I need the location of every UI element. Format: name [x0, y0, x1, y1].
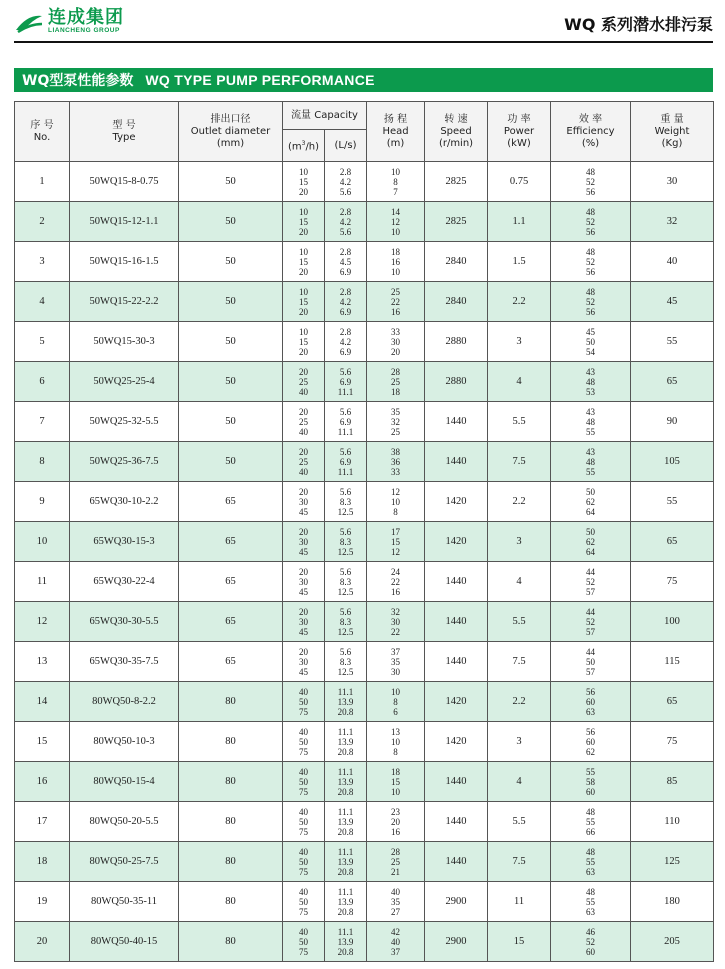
cell-outlet: 50 — [179, 282, 283, 322]
cell-head: 14 12 10 — [367, 202, 425, 242]
cell-head: 38 36 33 — [367, 442, 425, 482]
cell-weight: 75 — [631, 722, 714, 762]
page-header — [0, 0, 725, 42]
cell-type: 65WQ30-15-3 — [70, 522, 179, 562]
cell-head: 35 32 25 — [367, 402, 425, 442]
cell-type: 50WQ15-22-2.2 — [70, 282, 179, 322]
cell-flow-m3h: 40 50 75 — [283, 802, 325, 842]
logo-english-name: LIANCHENG GROUP — [48, 27, 120, 34]
cell-power: 2.2 — [488, 282, 551, 322]
cell-efficiency: 56 60 62 — [551, 722, 631, 762]
cell-weight: 205 — [631, 922, 714, 962]
cell-head: 10 8 6 — [367, 682, 425, 722]
cell-speed: 1440 — [425, 442, 488, 482]
cell-head: 33 30 20 — [367, 322, 425, 362]
cell-type: 80WQ50-20-5.5 — [70, 802, 179, 842]
cell-flow-m3h: 40 50 75 — [283, 882, 325, 922]
cell-efficiency: 48 55 63 — [551, 882, 631, 922]
cell-head: 17 15 12 — [367, 522, 425, 562]
cell-speed: 2900 — [425, 882, 488, 922]
cell-head: 24 22 16 — [367, 562, 425, 602]
cell-flow-m3h: 40 50 75 — [283, 722, 325, 762]
cell-outlet: 65 — [179, 602, 283, 642]
table-row — [15, 242, 714, 282]
cell-power: 3 — [488, 322, 551, 362]
cell-type: 80WQ50-25-7.5 — [70, 842, 179, 882]
table-row — [15, 802, 714, 842]
cell-outlet: 80 — [179, 922, 283, 962]
cell-speed: 2840 — [425, 282, 488, 322]
cell-flow-m3h: 40 50 75 — [283, 922, 325, 962]
section-banner — [14, 68, 713, 92]
cell-efficiency: 43 48 55 — [551, 402, 631, 442]
cell-flow-ls: 2.8 4.2 6.9 — [325, 282, 367, 322]
cell-weight: 90 — [631, 402, 714, 442]
cell-weight: 105 — [631, 442, 714, 482]
cell-power: 7.5 — [488, 442, 551, 482]
cell-type: 50WQ15-30-3 — [70, 322, 179, 362]
cell-weight: 55 — [631, 482, 714, 522]
cell-outlet: 80 — [179, 762, 283, 802]
cell-type: 80WQ50-8-2.2 — [70, 682, 179, 722]
cell-head: 10 8 7 — [367, 162, 425, 202]
table-row — [15, 762, 714, 802]
cell-type: 65WQ30-35-7.5 — [70, 642, 179, 682]
cell-outlet: 50 — [179, 362, 283, 402]
table-row — [15, 562, 714, 602]
cell-flow-m3h: 10 15 20 — [283, 202, 325, 242]
cell-head: 18 16 10 — [367, 242, 425, 282]
cell-outlet: 65 — [179, 562, 283, 602]
cell-no: 3 — [15, 242, 70, 282]
cell-outlet: 65 — [179, 522, 283, 562]
cell-no: 19 — [15, 882, 70, 922]
table-row — [15, 682, 714, 722]
cell-flow-ls: 11.1 13.9 20.8 — [325, 682, 367, 722]
cell-outlet: 80 — [179, 722, 283, 762]
cell-head: 18 15 10 — [367, 762, 425, 802]
cell-efficiency: 45 50 54 — [551, 322, 631, 362]
cell-weight: 32 — [631, 202, 714, 242]
cell-no: 20 — [15, 922, 70, 962]
cell-type: 80WQ50-35-11 — [70, 882, 179, 922]
cell-head: 37 35 30 — [367, 642, 425, 682]
cell-type: 50WQ25-36-7.5 — [70, 442, 179, 482]
cell-flow-m3h: 20 25 40 — [283, 362, 325, 402]
col-header-flow-ls: (L/s) — [325, 130, 367, 162]
cell-power: 2.2 — [488, 482, 551, 522]
page-title: WQ 系列潜水排污泵 — [564, 15, 713, 34]
cell-speed: 2840 — [425, 242, 488, 282]
cell-weight: 180 — [631, 882, 714, 922]
cell-outlet: 80 — [179, 682, 283, 722]
cell-flow-m3h: 20 30 45 — [283, 602, 325, 642]
cell-no: 4 — [15, 282, 70, 322]
logo-mark-icon — [14, 10, 44, 34]
cell-speed: 1420 — [425, 482, 488, 522]
cell-efficiency: 48 55 66 — [551, 802, 631, 842]
cell-flow-ls: 11.1 13.9 20.8 — [325, 762, 367, 802]
cell-no: 2 — [15, 202, 70, 242]
cell-no: 7 — [15, 402, 70, 442]
cell-flow-ls: 11.1 13.9 20.8 — [325, 722, 367, 762]
cell-flow-ls: 5.6 8.3 12.5 — [325, 602, 367, 642]
cell-flow-m3h: 10 15 20 — [283, 322, 325, 362]
cell-flow-m3h: 40 50 75 — [283, 762, 325, 802]
cell-no: 8 — [15, 442, 70, 482]
cell-speed: 1440 — [425, 602, 488, 642]
cell-no: 1 — [15, 162, 70, 202]
cell-no: 9 — [15, 482, 70, 522]
cell-weight: 65 — [631, 522, 714, 562]
cell-head: 28 25 18 — [367, 362, 425, 402]
cell-outlet: 80 — [179, 882, 283, 922]
cell-type: 65WQ30-22-4 — [70, 562, 179, 602]
cell-flow-ls: 11.1 13.9 20.8 — [325, 882, 367, 922]
cell-flow-m3h: 20 25 40 — [283, 442, 325, 482]
cell-flow-ls: 5.6 8.3 12.5 — [325, 642, 367, 682]
cell-efficiency: 44 52 57 — [551, 602, 631, 642]
cell-weight: 85 — [631, 762, 714, 802]
cell-flow-m3h: 20 30 45 — [283, 482, 325, 522]
cell-no: 10 — [15, 522, 70, 562]
cell-flow-m3h: 10 15 20 — [283, 282, 325, 322]
cell-outlet: 50 — [179, 442, 283, 482]
table-row — [15, 482, 714, 522]
cell-outlet: 50 — [179, 162, 283, 202]
cell-flow-ls: 2.8 4.2 5.6 — [325, 162, 367, 202]
cell-head: 13 10 8 — [367, 722, 425, 762]
cell-power: 15 — [488, 922, 551, 962]
col-header-head: 扬 程 Head (m) — [367, 102, 425, 162]
cell-power: 2.2 — [488, 682, 551, 722]
cell-no: 5 — [15, 322, 70, 362]
table-row — [15, 162, 714, 202]
cell-flow-ls: 5.6 8.3 12.5 — [325, 522, 367, 562]
cell-efficiency: 43 48 55 — [551, 442, 631, 482]
cell-type: 50WQ15-8-0.75 — [70, 162, 179, 202]
cell-outlet: 80 — [179, 802, 283, 842]
cell-no: 16 — [15, 762, 70, 802]
table-row — [15, 362, 714, 402]
cell-weight: 65 — [631, 362, 714, 402]
cell-efficiency: 48 55 63 — [551, 842, 631, 882]
cell-no: 13 — [15, 642, 70, 682]
table-row — [15, 322, 714, 362]
cell-outlet: 50 — [179, 242, 283, 282]
cell-efficiency: 48 52 56 — [551, 162, 631, 202]
cell-speed: 2825 — [425, 162, 488, 202]
cell-head: 28 25 21 — [367, 842, 425, 882]
cell-power: 1.1 — [488, 202, 551, 242]
cell-efficiency: 43 48 53 — [551, 362, 631, 402]
col-header-power: 功 率 Power (kW) — [488, 102, 551, 162]
logo-chinese-name: 连成集团 — [48, 7, 124, 28]
cell-weight: 45 — [631, 282, 714, 322]
cell-speed: 1420 — [425, 682, 488, 722]
cell-efficiency: 50 62 64 — [551, 522, 631, 562]
cell-flow-m3h: 20 30 45 — [283, 522, 325, 562]
cell-flow-ls: 5.6 8.3 12.5 — [325, 482, 367, 522]
cell-no: 17 — [15, 802, 70, 842]
cell-flow-ls: 11.1 13.9 20.8 — [325, 802, 367, 842]
performance-table — [14, 101, 714, 962]
cell-speed: 1440 — [425, 762, 488, 802]
cell-head: 42 40 37 — [367, 922, 425, 962]
cell-efficiency: 50 62 64 — [551, 482, 631, 522]
banner-title-cn: WQ型泵性能参数 — [22, 73, 134, 89]
col-header-capacity: 流量 Capacity — [283, 102, 367, 130]
cell-type: 50WQ25-32-5.5 — [70, 402, 179, 442]
table-row — [15, 442, 714, 482]
table-row — [15, 522, 714, 562]
cell-flow-m3h: 10 15 20 — [283, 162, 325, 202]
cell-flow-ls: 5.6 8.3 12.5 — [325, 562, 367, 602]
cell-weight: 110 — [631, 802, 714, 842]
cell-weight: 55 — [631, 322, 714, 362]
cell-no: 14 — [15, 682, 70, 722]
cell-speed: 1440 — [425, 842, 488, 882]
cell-flow-m3h: 40 50 75 — [283, 842, 325, 882]
cell-speed: 1420 — [425, 522, 488, 562]
cell-flow-ls: 5.6 6.9 11.1 — [325, 362, 367, 402]
cell-power: 7.5 — [488, 842, 551, 882]
cell-flow-m3h: 20 30 45 — [283, 562, 325, 602]
cell-efficiency: 55 58 60 — [551, 762, 631, 802]
table-row — [15, 722, 714, 762]
cell-efficiency: 48 52 56 — [551, 282, 631, 322]
col-header-weight: 重 量 Weight (Kg) — [631, 102, 714, 162]
cell-efficiency: 56 60 63 — [551, 682, 631, 722]
cell-power: 1.5 — [488, 242, 551, 282]
col-header-no: 序 号 No. — [15, 102, 70, 162]
cell-weight: 115 — [631, 642, 714, 682]
cell-flow-ls: 2.8 4.2 6.9 — [325, 322, 367, 362]
header-divider — [14, 41, 713, 43]
col-header-outlet: 排出口径 Outlet diameter (mm) — [179, 102, 283, 162]
company-logo — [14, 9, 124, 35]
table-row — [15, 282, 714, 322]
col-header-flow-m3h: $(m^3/h)$ — [283, 130, 325, 162]
cell-speed: 1440 — [425, 642, 488, 682]
cell-weight: 30 — [631, 162, 714, 202]
table-row — [15, 842, 714, 882]
cell-flow-m3h: 20 30 45 — [283, 642, 325, 682]
cell-flow-ls: 2.8 4.2 5.6 — [325, 202, 367, 242]
cell-no: 11 — [15, 562, 70, 602]
cell-outlet: 50 — [179, 202, 283, 242]
col-header-efficiency: 效 率 Efficiency (%) — [551, 102, 631, 162]
cell-type: 80WQ50-10-3 — [70, 722, 179, 762]
cell-speed: 2880 — [425, 322, 488, 362]
table-row — [15, 882, 714, 922]
cell-speed: 1440 — [425, 402, 488, 442]
cell-type: 65WQ30-10-2.2 — [70, 482, 179, 522]
cell-power: 4 — [488, 762, 551, 802]
cell-power: 3 — [488, 722, 551, 762]
table-row — [15, 402, 714, 442]
cell-outlet: 65 — [179, 482, 283, 522]
cell-outlet: 50 — [179, 402, 283, 442]
cell-speed: 2900 — [425, 922, 488, 962]
cell-speed: 2825 — [425, 202, 488, 242]
table-row — [15, 602, 714, 642]
cell-no: 15 — [15, 722, 70, 762]
cell-type: 65WQ30-30-5.5 — [70, 602, 179, 642]
cell-head: 25 22 16 — [367, 282, 425, 322]
cell-power: 4 — [488, 562, 551, 602]
cell-flow-ls: 5.6 6.9 11.1 — [325, 402, 367, 442]
cell-type: 50WQ25-25-4 — [70, 362, 179, 402]
cell-efficiency: 46 52 60 — [551, 922, 631, 962]
cell-weight: 100 — [631, 602, 714, 642]
cell-power: 5.5 — [488, 602, 551, 642]
cell-weight: 125 — [631, 842, 714, 882]
col-header-speed: 转 速 Speed (r/min) — [425, 102, 488, 162]
cell-efficiency: 44 50 57 — [551, 642, 631, 682]
cell-flow-ls: 11.1 13.9 20.8 — [325, 922, 367, 962]
cell-outlet: 65 — [179, 642, 283, 682]
cell-power: 7.5 — [488, 642, 551, 682]
table-row — [15, 202, 714, 242]
cell-head: 32 30 22 — [367, 602, 425, 642]
cell-flow-m3h: 40 50 75 — [283, 682, 325, 722]
cell-efficiency: 48 52 56 — [551, 202, 631, 242]
cell-type: 50WQ15-16-1.5 — [70, 242, 179, 282]
cell-power: 5.5 — [488, 802, 551, 842]
cell-speed: 2880 — [425, 362, 488, 402]
cell-power: 5.5 — [488, 402, 551, 442]
cell-type: 80WQ50-15-4 — [70, 762, 179, 802]
cell-flow-m3h: 10 15 20 — [283, 242, 325, 282]
cell-head: 23 20 16 — [367, 802, 425, 842]
cell-type: 80WQ50-40-15 — [70, 922, 179, 962]
cell-outlet: 50 — [179, 322, 283, 362]
cell-type: 50WQ15-12-1.1 — [70, 202, 179, 242]
cell-weight: 65 — [631, 682, 714, 722]
cell-speed: 1420 — [425, 722, 488, 762]
cell-power: 3 — [488, 522, 551, 562]
cell-weight: 40 — [631, 242, 714, 282]
table-row — [15, 922, 714, 962]
banner-title-en: WQ TYPE PUMP PERFORMANCE — [145, 72, 375, 88]
cell-flow-ls: 5.6 6.9 11.1 — [325, 442, 367, 482]
cell-head: 12 10 8 — [367, 482, 425, 522]
cell-efficiency: 48 52 56 — [551, 242, 631, 282]
table-row — [15, 642, 714, 682]
cell-speed: 1440 — [425, 802, 488, 842]
cell-no: 12 — [15, 602, 70, 642]
cell-flow-ls: 11.1 13.9 20.8 — [325, 842, 367, 882]
cell-no: 6 — [15, 362, 70, 402]
cell-outlet: 80 — [179, 842, 283, 882]
cell-weight: 75 — [631, 562, 714, 602]
cell-flow-ls: 2.8 4.5 6.9 — [325, 242, 367, 282]
cell-power: 11 — [488, 882, 551, 922]
cell-power: 4 — [488, 362, 551, 402]
cell-no: 18 — [15, 842, 70, 882]
cell-head: 40 35 27 — [367, 882, 425, 922]
cell-speed: 1440 — [425, 562, 488, 602]
cell-power: 0.75 — [488, 162, 551, 202]
col-header-type: 型 号 Type — [70, 102, 179, 162]
cell-efficiency: 44 52 57 — [551, 562, 631, 602]
cell-flow-m3h: 20 25 40 — [283, 402, 325, 442]
